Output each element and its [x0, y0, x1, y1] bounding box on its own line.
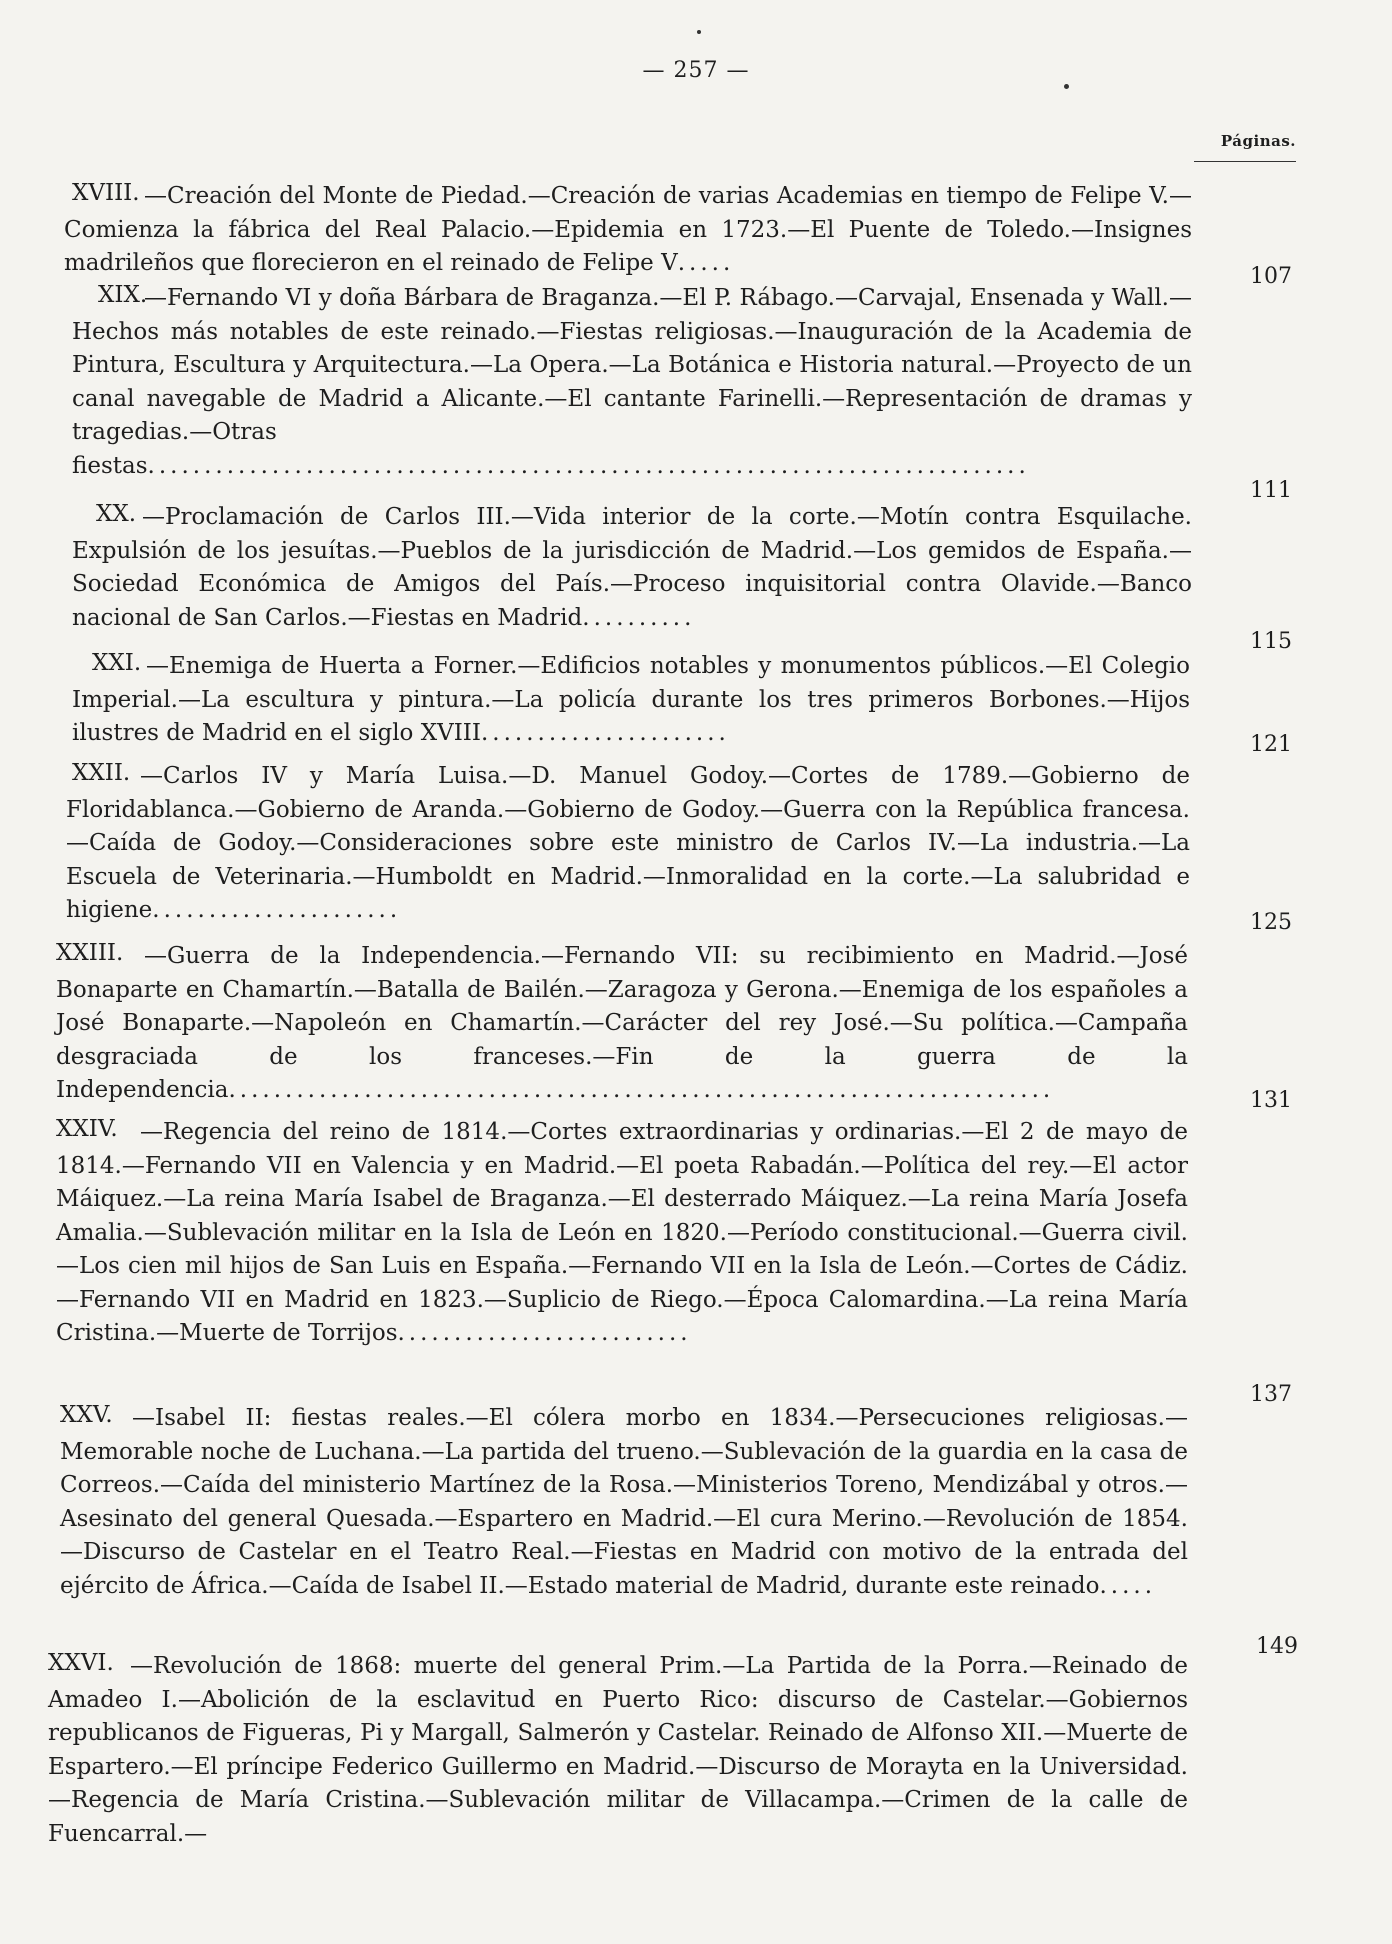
chapter-numeral: XXV. — [60, 1402, 113, 1428]
chapter-numeral: XXIII. — [56, 940, 124, 966]
chapter-numeral: XVIII. — [72, 180, 140, 206]
page-number: — 257 — — [642, 58, 750, 83]
chapter-numeral: XIX. — [98, 282, 148, 308]
chapter-numeral: XXIV. — [56, 1116, 118, 1142]
toc-entry — [72, 650, 1292, 765]
chapter-page: 131 — [1250, 1088, 1292, 1113]
chapter-text: —Regencia del reino de 1814.—Cortes extraordinarias y ordinarias.—El 2 de mayo de 1814.—Fernando VII en Valencia y en Madrid.—El poeta Rabadán.—Política del rey.—El actor Máiquez.—La reina María Isabel de Braganza.—El desterrado Máiquez.—La reina María Josefa Amalia.—Sublevación militar en la Isla de León en 1820.—Período constitucional.—Guerra civil.—Los cien mil hijos de San Luis en España.—Fernando VII en la Isla de León.—Cortes de Cádiz.—Fernando VII en Madrid en 1823.—Suplicio de Riego.—Época Calomardina.—La reina María Cristina.—Muerte de Torrijos — [56, 1119, 1188, 1346]
chapter-description — [72, 501, 1192, 635]
chapter-description — [64, 180, 1192, 281]
header-rule — [1194, 161, 1296, 162]
toc-entry — [66, 760, 1292, 940]
chapter-numeral: XXII. — [72, 760, 131, 786]
dot-leader: .......... — [582, 604, 696, 631]
toc-entry — [72, 501, 1292, 654]
chapter-text: —Fernando VI y doña Bárbara de Braganza.—El P. Rábago.—Carvajal, Ensenada y Wall.—Hechos más notables de este reinado.—Fiestas religiosas.—Inauguración de la Academia de Pintura, Escultura y Arquitectura.—La Opera.—La Botánica e Historia natural.—Proyecto de un canal navegable de Madrid a Alicante.—El cantante Farinelli.—Representación de dramas y tragedias.—Otras fiestas — [72, 285, 1192, 479]
chapter-page: 137 — [1250, 1382, 1292, 1407]
dot-leader: ...................... — [480, 720, 730, 746]
chapter-page: 115 — [1250, 629, 1292, 654]
dot-leader: ...................... — [152, 897, 402, 923]
dot-leader: .......................... — [397, 1320, 692, 1346]
chapter-text: —Carlos IV y María Luisa.—D. Manuel Godoy.—Cortes de 1789.—Gobierno de Floridablanca.—Gobierno de Aranda.—Gobierno de Godoy.—Guerra con la República francesa.—Caída de Godoy.—Consideraciones sobre este ministro de Carlos IV.—La industria.—La Escuela de Veterinaria.—Humboldt en Madrid.—Inmoralidad en la corte.—La salubridad e higiene — [66, 763, 1190, 923]
chapter-description — [48, 1650, 1188, 1851]
chapter-description — [60, 1402, 1188, 1603]
dot-leader: ......................................................................... — [228, 1077, 1055, 1103]
toc-entry — [60, 1402, 1298, 1662]
chapter-text: —Creación del Monte de Piedad.—Creación de varias Academias en tiempo de Felipe V.—Comienza la fábrica del Real Palacio.—Epidemia en 1723.—El Puente de Toledo.—Insignes madrileños que florecieron en el reinado de Felipe V — [64, 183, 1192, 276]
chapter-text: —Proclamación de Carlos III.—Vida interior de la corte.—Motín contra Esquilache. Expulsión de los jesuítas.—Pueblos de la jurisdicción de Madrid.—Los gemidos de España.—Sociedad Económica de Amigos del País.—Proceso inquisitorial contra Olavide.—Banco nacional de San Carlos.—Fiestas en Madrid — [72, 504, 1192, 631]
ink-speck — [697, 30, 701, 34]
chapter-numeral: XX. — [96, 501, 137, 527]
chapter-text: —Isabel II: fiestas reales.—El cólera morbo en 1834.—Persecuciones religiosas.—Memorable noche de Luchana.—La partida del trueno.—Sublevación de la guardia en la casa de Correos.—Caída del ministerio Martínez de la Rosa.—Ministerios Toreno, Mendizábal y otros.—Asesinato del general Quesada.—Espartero en Madrid.—El cura Merino.—Revolución de 1854.—Discurso de Castelar en el Teatro Real.—Fiestas en Madrid con motivo de la entrada del ejército de África.—Caída de Isabel II.—Estado material de Madrid, durante este reinado — [60, 1405, 1188, 1599]
chapter-page: 149 — [1256, 1634, 1298, 1659]
toc-entry — [48, 1650, 1268, 1910]
toc-entry — [72, 282, 1292, 503]
chapter-text: —Guerra de la Independencia.—Fernando VII: su recibimiento en Madrid.—José Bonaparte en Chamartín.—Batalla de Bailén.—Zaragoza y Gerona.—Enemiga de los españoles a José Bonaparte.—Napoleón en Chamartín.—Carácter del rey José.—Su política.—Campaña desgraciada de los franceses.—Fin de la guerra de la Independencia — [56, 943, 1188, 1103]
chapter-page: 121 — [1250, 732, 1292, 757]
chapter-description — [72, 282, 1192, 483]
chapter-text: —Enemiga de Huerta a Forner.—Edificios notables y monumentos públicos.—El Colegio Imperial.—La escultura y pintura.—La policía durante los tres primeros Borbones.—Hijos ilustres de Madrid en el siglo XVIII — [72, 653, 1190, 746]
chapter-description — [72, 650, 1190, 751]
chapter-numeral: XXI. — [92, 650, 142, 676]
chapter-page: 107 — [1250, 264, 1292, 289]
chapter-page: 111 — [1250, 478, 1292, 503]
ink-speck — [1064, 84, 1069, 89]
chapter-description — [56, 1116, 1188, 1351]
chapter-description — [66, 760, 1190, 928]
dot-leader: ..... — [677, 250, 735, 276]
chapter-description — [56, 940, 1188, 1108]
pages-column-header: Páginas. — [1220, 132, 1296, 150]
toc-entry — [64, 180, 1292, 295]
chapter-numeral: XXVI. — [48, 1650, 114, 1676]
toc-entry — [56, 1116, 1292, 1416]
toc-entry — [56, 940, 1292, 1120]
chapter-text: —Revolución de 1868: muerte del general Prim.—La Partida de la Porra.—Reinado de Amadeo I.—Abolición de la esclavitud en Puerto Rico: discurso de Castelar.—Gobiernos republicanos de Figueras, Pi y Margall, Salmerón y Castelar. Reinado de Alfonso XII.—Muerte de Espartero.—El príncipe Federico Guillermo en Madrid.—Discurso de Morayta en la Universidad.—Regencia de María Cristina.—Sublevación militar de Villacampa.—Crimen de la calle de Fuencarral.— — [48, 1653, 1188, 1847]
dot-leader: .............................................................................. — [147, 452, 1030, 479]
chapter-page: 125 — [1250, 910, 1292, 935]
dot-leader: ..... — [1099, 1572, 1157, 1599]
